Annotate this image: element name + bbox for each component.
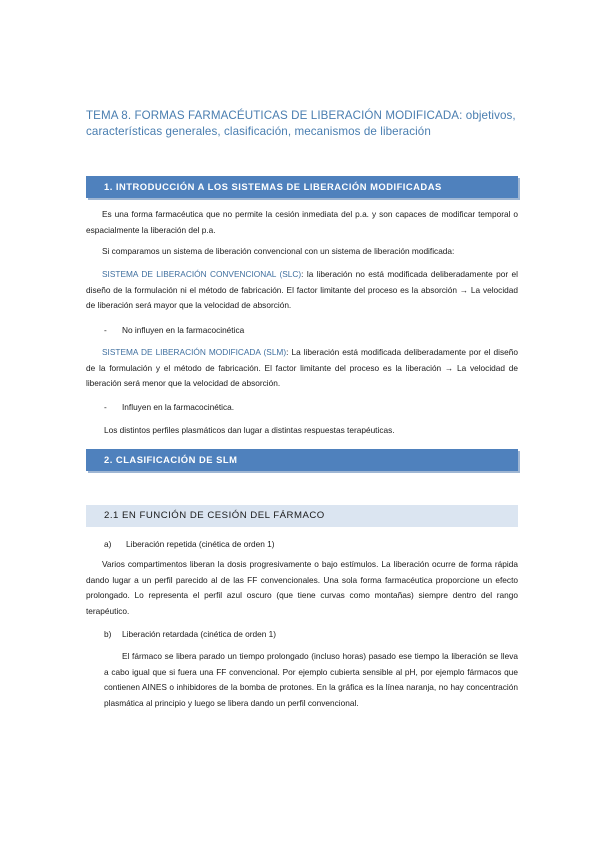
bullet-dash: - xyxy=(104,325,107,335)
item-b-paragraph: El fármaco se libera parado un tiempo prolongado (incluso horas) pasado ese tiempo la liberación se lleva a cabo igual que si fuera una FF convencional. Por ejemplo cubierta sensible al pH, por ejemplo fármacos que contienen AINES o inhibidores de la bomba de protones. En la gráfica es la línea naranja, no hay concentración plasmática al principio y luego se libera dando un perfil convencional. xyxy=(104,651,518,708)
bullet-influyen: Influyen en la farmacocinética. xyxy=(122,402,235,412)
perfiles-paragraph: Los distintos perfiles plasmáticos dan lugar a distintas respuestas terapéuticas. xyxy=(104,425,395,435)
section-heading-introduccion: 1. INTRODUCCIÓN A LOS SISTEMAS DE LIBERACIÓN MODIFICADAS xyxy=(86,176,518,198)
slm-text: : La liberación está modificada deliberadamente por el diseño de la formulación y el método de fabricación. El factor limitante del proceso es la liberación → La velocidad de liberación será menor que la velocidad de absorción. xyxy=(86,347,518,389)
item-b-title: Liberación retardada (cinética de orden 1) xyxy=(122,629,277,639)
slc-text: : la liberación no está modificada deliberadamente por el diseño de la formulación ni el método de fabricación. El factor limitante del proceso es la absorción → La velocidad de liberación será mayor que la velocidad de absorción. xyxy=(86,269,518,311)
item-a-paragraph: Varios compartimentos liberan la dosis progresivamente o bajo estímulos. La liberación ocurre de forma rápida dando lugar a un perfil parecido al de las FF convencionales. Una sola forma farmacéutica proporcione un efecto prolongado. Lo representa el perfil azul oscuro (que tiene curvas como montañas) siempre dentro del rango terapéutico. xyxy=(86,559,518,616)
document-title: TEMA 8. FORMAS FARMACÉUTICAS DE LIBERACIÓN MODIFICADA: objetivos, características generales, clasificación, mecanismos de liberación xyxy=(86,109,516,138)
intro-paragraph: Es una forma farmacéutica que no permite la cesión inmediata del p.a. y son capaces de modificar temporal o espacialmente la liberación del p.a. xyxy=(86,209,518,235)
list-marker-b: b) xyxy=(104,629,112,639)
subsection-heading-cesion: 2.1 EN FUNCIÓN DE CESIÓN DEL FÁRMACO xyxy=(86,505,518,527)
section-heading-clasificacion: 2. CLASIFICACIÓN DE SLM xyxy=(86,449,518,471)
slc-label: SISTEMA DE LIBERACIÓN CONVENCIONAL (SLC) xyxy=(102,269,302,279)
item-a-title: Liberación repetida (cinética de orden 1) xyxy=(126,539,275,549)
bullet-no-influyen: No influyen en la farmacocinética xyxy=(122,325,245,335)
slm-label: SISTEMA DE LIBERACIÓN MODIFICADA (SLM) xyxy=(102,347,287,357)
list-marker-a: a) xyxy=(104,539,112,549)
slc-paragraph xyxy=(86,267,518,314)
comparison-paragraph: Si comparamos un sistema de liberación convencional con un sistema de liberación modificada: xyxy=(102,246,455,256)
slm-paragraph xyxy=(86,345,518,392)
bullet-dash: - xyxy=(104,402,107,412)
